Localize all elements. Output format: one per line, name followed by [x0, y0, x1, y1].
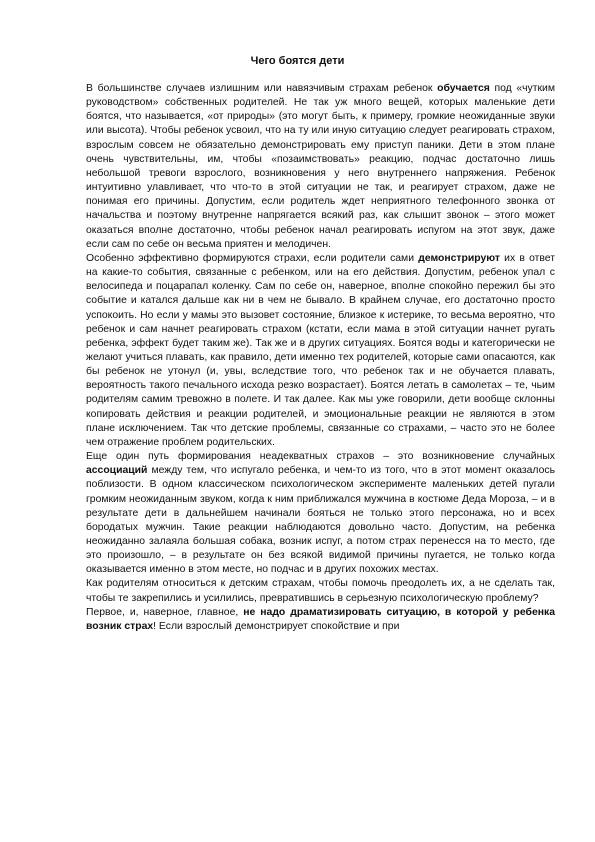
paragraph-text: под «чутким руководством» собственных родителей. Не так уж много вещей, которых маленькие дети боятся, что называется, «от природы» (это могут быть, к примеру, громкие неожиданные звуки или высота). Чтобы ребенок усвоил, что на ту или иную ситуацию следует реагировать страхом, взрослым совсем не обязательно демонстрировать ему приступ паники. Дети в этом плане очень чувствительны, им, чтобы «позаимствовать» реакцию, подчас достаточно лишь небольшой тревоги взрослого, возникновения у него внутреннего напряжения. Ребенок интуитивно улавливает, что что-то в этой ситуации не так, и реагирует страхом, даже не понимая его причины. Допустим, если родитель ждет неприятного телефонного звонка от начальства и поэтому внутренне напрягается всякий раз, как слышит звонок – этого может оказаться вполне достаточно, чтобы ребенок начал реагировать испугом на этот звук, даже если сам по себе он весьма приятен и мелодичен.: [86, 83, 556, 250]
paragraph-text: Особенно эффективно формируются страхи, если родители сами: [86, 252, 419, 264]
paragraph-text: Как родителям относиться к детским страхам, чтобы помочь преодолеть их, а не сделать так, чтобы те закрепились и усилились, превратившись в серьезную психологическую проблему?: [86, 578, 555, 604]
paragraph-text: их в ответ на какие-то события, связанные с ребенком, или на его действия. Допустим, ребенок упал с велосипеда и поцарапал коленку. Сам по себе он, наверное, вполне спокойно пережил бы это событие и катался дальше как ни в чем не бывало. В крайнем случае, его достаточно просто успокоить. Но если у мамы это вызовет состояние, близкое к истерике, то весьма вероятно, что ребенок и сам начнет реагировать страхом (кстати, если мама в этой ситуации начнет ругать ребенка, эффект будет таким же). Так же и в других ситуациях. Боятся воды и категорически не желают учиться плавать, как правило, дети именно тех родителей, которые сами опасаются, как бы ребенок не утонул (и, увы, вследствие того, что ребенок так и не обучается плавать, вероятность такого печального исхода резко возрастает). Боятся летать в самолетах – те, чьим родителям самим тревожно в полете. И так далее. Как мы уже говорили, дети вообще склонны копировать действия и реакции родителей, и эмоциональные реакции не являются в этом плане исключением. Так что детские проблемы, связанные со страхами, – часто это не более чем отражение проблем родительских.: [86, 252, 555, 448]
article-body: [86, 82, 555, 634]
bold-term: обучается: [437, 83, 490, 94]
bold-term: демонстрируют: [418, 252, 500, 264]
page-title: Чего боятся дети: [250, 55, 345, 67]
paragraph: [86, 450, 555, 577]
paragraph: [86, 252, 555, 450]
bold-phrase: не надо драматизировать ситуацию, в которой у ребенка возник страх: [86, 606, 555, 632]
paragraph-text: Еще один путь формирования неадекватных страхов – это возникновение случайных: [86, 451, 555, 463]
paragraph: [86, 577, 555, 605]
paragraph: [86, 82, 555, 252]
bold-term: ассоциаций: [86, 465, 148, 477]
paragraph-text: между тем, что испугало ребенка, и чем-то из того, что в этот момент оказалось поблизости. В одном классическом психологическом эксперименте маленьких детей пугали громким неожиданным звуком, когда к ним приближался мужчина в костюме Деда Мороза, – и в результате дети в дальнейшем начинали бояться не только этого персонажа, но и всех бородатых мужчин. Такие реакции наблюдаются довольно часто. Допустим, на ребенка неожиданно залаяла большая собака, возник испуг, а потом страх перенесся на то место, где это произошло, – в результате он без всякой видимой причины пугается, не только когда оказывается именно в этом месте, но подчас и в других похожих местах.: [86, 465, 555, 576]
paragraph-text: Первое, и, наверное, главное,: [86, 606, 244, 618]
paragraph-text: ! Если взрослый демонстрирует спокойствие и при: [153, 620, 400, 632]
paragraph: [86, 606, 555, 634]
paragraph-text: В большинстве случаев излишним или навязчивым страхам ребенок: [86, 83, 438, 94]
